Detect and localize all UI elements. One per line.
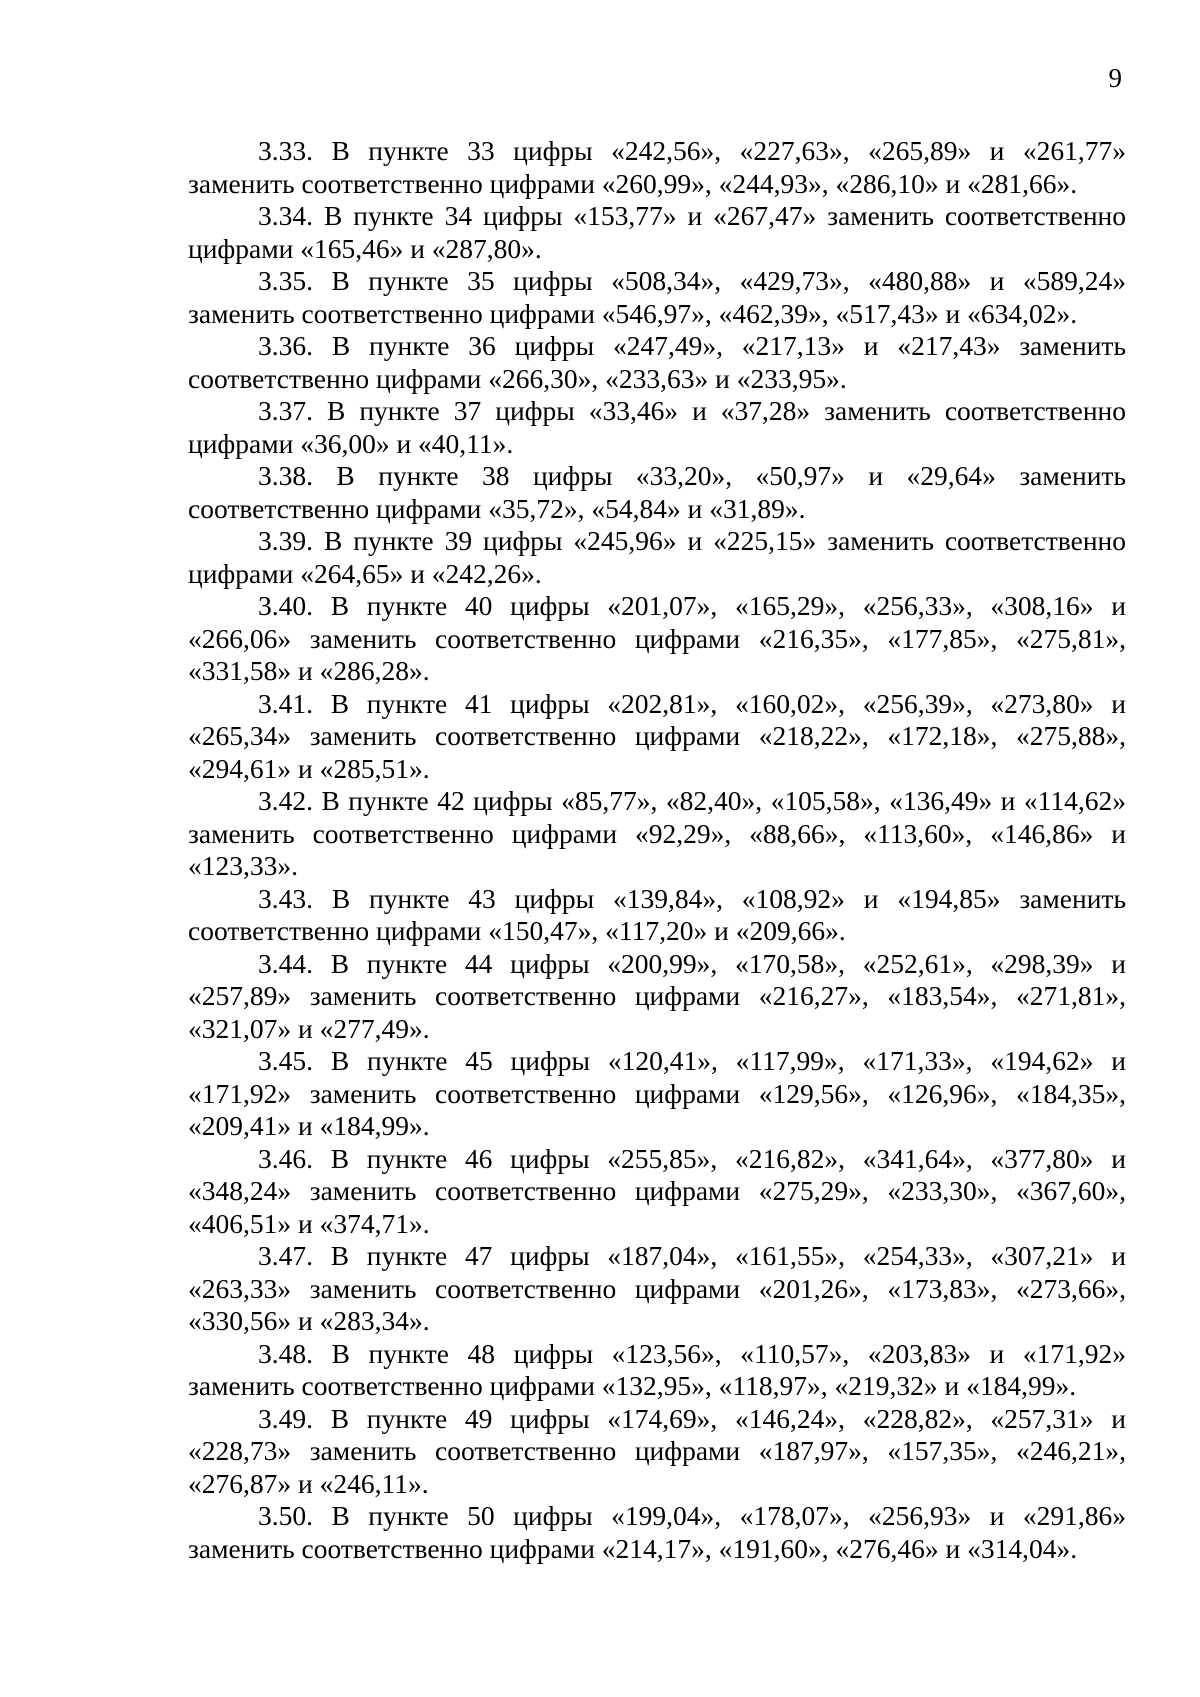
- paragraph-3-33: 3.33. В пункте 33 цифры «242,56», «227,63», «265,89» и «261,77» заменить соответственно цифрами «260,99», «244,93», «286,10» и «281,66».: [188, 135, 1126, 199]
- paragraph-3-41: 3.41. В пункте 41 цифры «202,81», «160,02», «256,39», «273,80» и «265,34» заменить соответственно цифрами «218,22», «172,18», «275,88», «294,61» и «285,51».: [188, 687, 1126, 784]
- paragraph-3-42: 3.42. В пункте 42 цифры «85,77», «82,40», «105,58», «136,49» и «114,62» заменить соответственно цифрами «92,29», «88,66», «113,60», «146,86» и «123,33».: [188, 785, 1126, 881]
- paragraph-3-37: 3.37. В пункте 37 цифры «33,46» и «37,28» заменить соответственно цифрами «36,00» и «40,11».: [188, 395, 1126, 459]
- paragraph-3-48: 3.48. В пункте 48 цифры «123,56», «110,57», «203,83» и «171,92» заменить соответственно цифрами «132,95», «118,97», «219,32» и «184,99».: [188, 1337, 1126, 1401]
- paragraph-3-36: 3.36. В пункте 36 цифры «247,49», «217,13» и «217,43» заменить соответственно цифрами «266,30», «233,63» и «233,95».: [188, 330, 1126, 394]
- paragraph-3-39: 3.39. В пункте 39 цифры «245,96» и «225,15» заменить соответственно цифрами «264,65» и «242,26».: [188, 525, 1126, 589]
- paragraph-3-40: 3.40. В пункте 40 цифры «201,07», «165,29», «256,33», «308,16» и «266,06» заменить соответственно цифрами «216,35», «177,85», «275,81», «331,58» и «286,28».: [188, 590, 1126, 686]
- paragraph-3-47: 3.47. В пункте 47 цифры «187,04», «161,55», «254,33», «307,21» и «263,33» заменить соответственно цифрами «201,26», «173,83», «273,66», «330,56» и «283,34».: [188, 1240, 1126, 1336]
- paragraph-3-38: 3.38. В пункте 38 цифры «33,20», «50,97» и «29,64» заменить соответственно цифрами «35,72», «54,84» и «31,89».: [188, 460, 1126, 524]
- paragraph-3-34: 3.34. В пункте 34 цифры «153,77» и «267,47» заменить соответственно цифрами «165,46» и «287,80».: [188, 200, 1126, 264]
- paragraph-3-43: 3.43. В пункте 43 цифры «139,84», «108,92» и «194,85» заменить соответственно цифрами «150,47», «117,20» и «209,66».: [188, 882, 1126, 946]
- paragraph-3-35: 3.35. В пункте 35 цифры «508,34», «429,73», «480,88» и «589,24» заменить соответственно цифрами «546,97», «462,39», «517,43» и «634,02».: [188, 265, 1126, 329]
- page-number: 9: [1108, 63, 1122, 93]
- paragraph-3-49: 3.49. В пункте 49 цифры «174,69», «146,24», «228,82», «257,31» и «228,73» заменить соответственно цифрами «187,97», «157,35», «246,21», «276,87» и «246,11».: [188, 1402, 1126, 1499]
- paragraph-3-44: 3.44. В пункте 44 цифры «200,99», «170,58», «252,61», «298,39» и «257,89» заменить соответственно цифрами «216,27», «183,54», «271,81», «321,07» и «277,49».: [188, 947, 1126, 1044]
- paragraph-3-50: 3.50. В пункте 50 цифры «199,04», «178,07», «256,93» и «291,86» заменить соответственно цифрами «214,17», «191,60», «276,46» и «314,04».: [188, 1500, 1126, 1564]
- paragraph-3-45: 3.45. В пункте 45 цифры «120,41», «117,99», «171,33», «194,62» и «171,92» заменить соответственно цифрами «129,56», «126,96», «184,35», «209,41» и «184,99».: [188, 1045, 1126, 1141]
- document-body: [188, 135, 1126, 1565]
- paragraph-3-46: 3.46. В пункте 46 цифры «255,85», «216,82», «341,64», «377,80» и «348,24» заменить соответственно цифрами «275,29», «233,30», «367,60», «406,51» и «374,71».: [188, 1142, 1126, 1239]
